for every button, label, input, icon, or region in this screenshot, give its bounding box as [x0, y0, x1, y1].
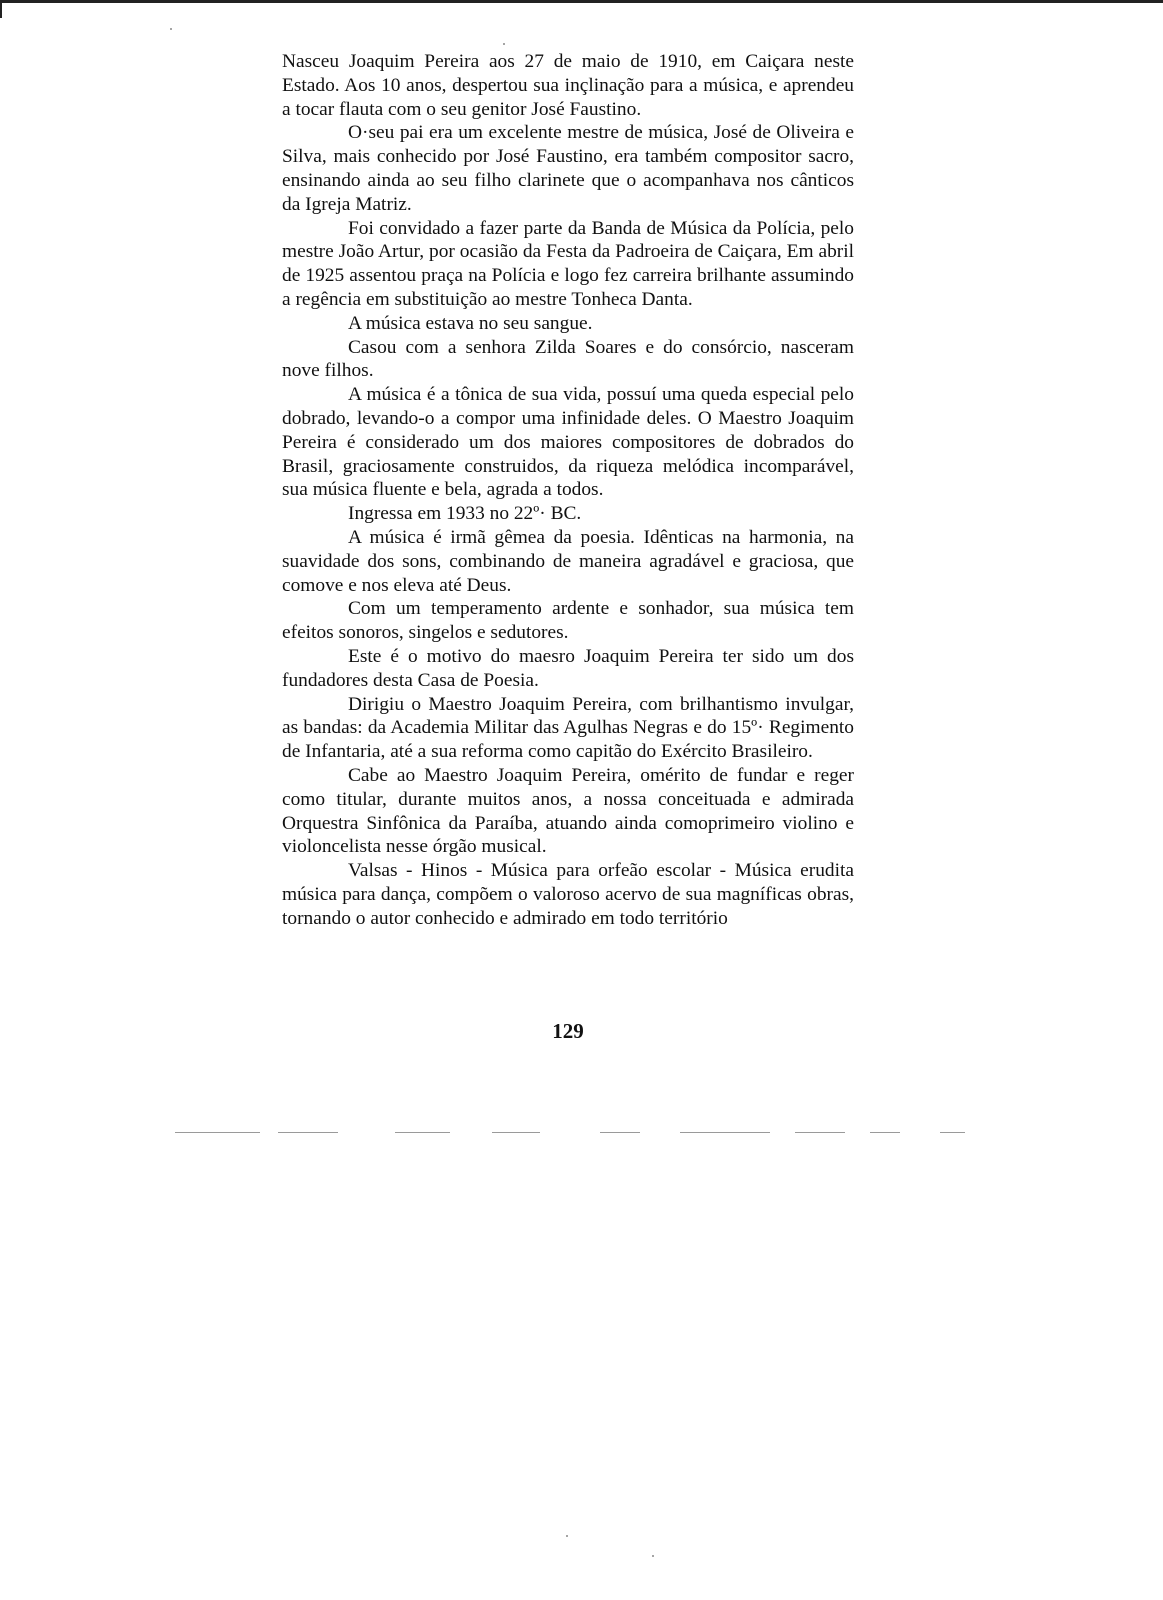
scan-speck [652, 1555, 654, 1557]
paragraph: O·seu pai era um excelente mestre de música, José de Oliveira e Silva, mais conhecido por José Faustino, era também compositor sacro, ensinando ainda ao seu filho clarinete que o acompanhava nos cânticos da Igreja Matriz. [282, 122, 854, 215]
scan-artifact-line [940, 1132, 965, 1133]
scan-artifact-line [870, 1132, 900, 1133]
scan-artifact-line [600, 1132, 640, 1133]
scan-border-left [0, 0, 2, 18]
paragraph: Dirigiu o Maestro Joaquim Pereira, com brilhantismo invulgar, as bandas: da Academia Militar das Agulhas Negras e do 15º· Regimento de Infantaria, até a sua reforma como capitão do Exército Brasileiro. [282, 693, 854, 763]
scan-artifact-line [278, 1132, 338, 1133]
paragraph: Foi convidado a fazer parte da Banda de Música da Polícia, pelo mestre João Artur, por ocasião da Festa da Padroeira de Caiçara, Em abril de 1925 assentou praça na Polícia e logo fez carreira brilhante assumindo a regência em substituição ao mestre Tonheca Danta. [282, 217, 854, 310]
paragraph: A música é a tônica de sua vida, possuí uma queda especial pelo dobrado, levando-o a compor uma infinidade deles. O Maestro Joaquim Pereira é considerado um dos maiores compositores de dobrados do Brasil, graciosamente construidos, da riqueza melódica incomparável, sua música fluente e bela, agrada a todos. [282, 384, 854, 501]
paragraph: Com um temperamento ardente e sonhador, sua música tem efeitos sonoros, singelos e sedutores. [282, 598, 854, 644]
scan-artifact-line [175, 1132, 260, 1133]
paragraph: Casou com a senhora Zilda Soares e do consórcio, nasceram nove filhos. [282, 336, 854, 382]
scan-speck [566, 1535, 568, 1537]
paragraph: Cabe ao Maestro Joaquim Pereira, omérito de fundar e reger como titular, durante muitos anos, a nossa conceituada e admirada Orquestra Sinfônica da Paraíba, atuando ainda comoprimeiro violino e violoncelista nesse órgão musical. [282, 764, 854, 858]
paragraph: Este é o motivo do maesro Joaquim Pereira ter sido um dos fundadores desta Casa de Poesia. [282, 645, 854, 691]
paragraph: A música é irmã gêmea da poesia. Idênticas na harmonia, na suavidade dos sons, combinando de maneira agradável e graciosa, que comove e nos eleva até Deus. [282, 526, 854, 596]
scan-artifact-line [795, 1132, 845, 1133]
paragraph: Ingressa em 1933 no 22º· BC. [348, 503, 582, 525]
page-number: 129 [552, 1019, 584, 1043]
paragraph: Nasceu Joaquim Pereira aos 27 de maio de 1910, em Caiçara neste Estado. Aos 10 anos, despertou sua inçlinação para a música, e aprendeu a tocar flauta com o seu genitor José Faustino. [282, 51, 854, 120]
scan-artifact-line [492, 1132, 540, 1133]
paragraph: A música estava no seu sangue. [348, 312, 593, 334]
scan-artifact-line [395, 1132, 450, 1133]
scan-speck [170, 28, 172, 30]
scan-speck [503, 43, 505, 45]
document-body [282, 50, 854, 930]
scan-border-top [0, 0, 1163, 3]
scan-artifact-line [680, 1132, 770, 1133]
paragraph: Valsas - Hinos - Música para orfeão escolar - Música erudita música para dança, compõem o valoroso acervo de sua magníficas obras, tornando o autor conhecido e admirado em todo território [282, 860, 854, 929]
